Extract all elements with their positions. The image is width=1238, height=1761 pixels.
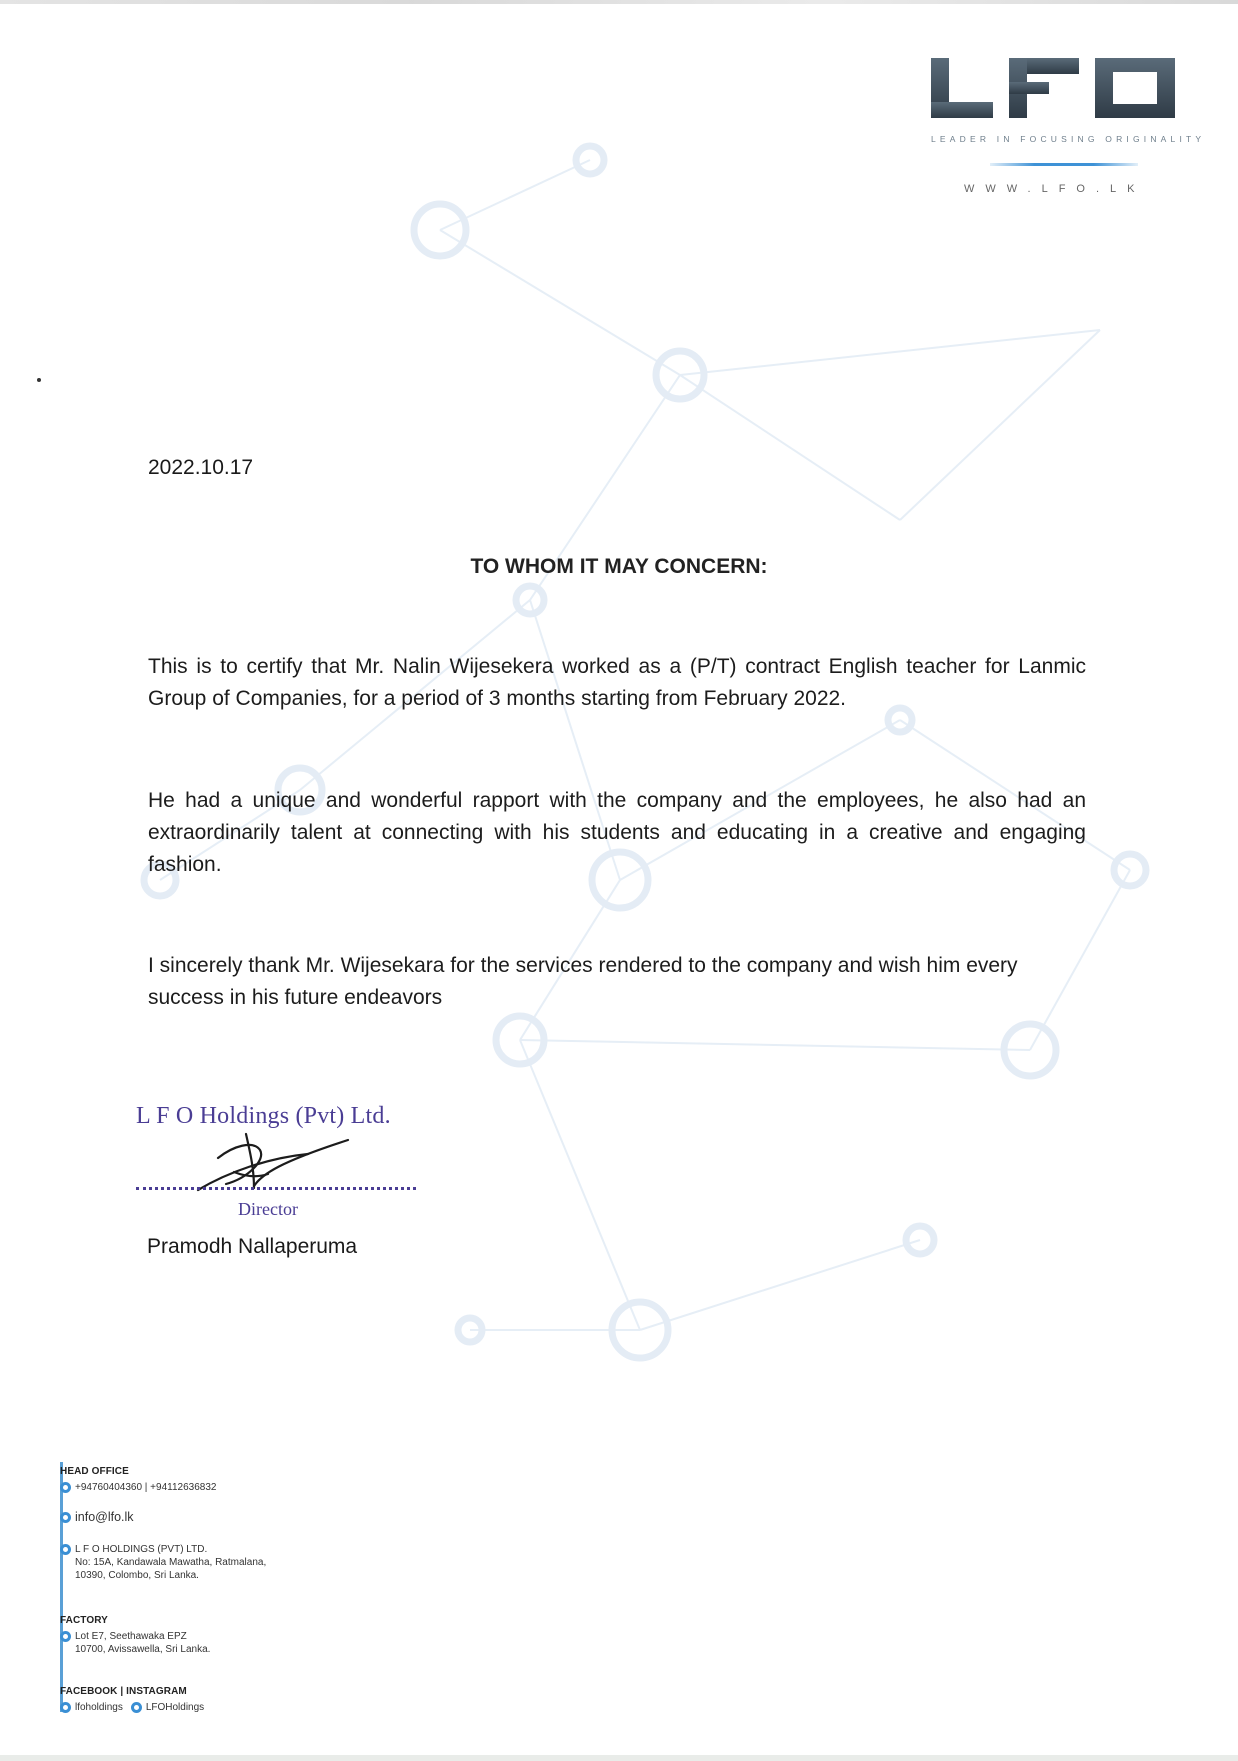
stamp-company-name: L F O Holdings (Pvt) Ltd. bbox=[136, 1103, 391, 1129]
scan-speck bbox=[37, 378, 41, 382]
lfo-logo bbox=[925, 52, 1185, 124]
facebook-icon bbox=[131, 1702, 142, 1713]
tagline-divider bbox=[990, 163, 1138, 166]
footer-phones: +94760404360 | +94112636832 bbox=[75, 1482, 217, 1493]
instagram-icon bbox=[60, 1702, 71, 1713]
footer-email-row bbox=[60, 1511, 134, 1524]
footer-facebook-handle: LFOHoldings bbox=[145, 1702, 205, 1713]
footer-accent-bar bbox=[60, 1462, 63, 1712]
footer-social-row bbox=[60, 1702, 212, 1713]
footer-factory-line-2: 10700, Avissawella, Sri Lanka. bbox=[75, 1644, 211, 1655]
location-pin-icon bbox=[60, 1544, 71, 1555]
letter-subject: TO WHOM IT MAY CONCERN: bbox=[470, 555, 768, 578]
website-text: WWW.LFO.LK bbox=[964, 183, 1146, 195]
footer-factory-line-1: Lot E7, Seethawaka EPZ bbox=[75, 1631, 187, 1642]
email-icon bbox=[60, 1512, 71, 1523]
lfo-logo-mark bbox=[925, 52, 1181, 124]
signature-dotted-line bbox=[136, 1181, 416, 1190]
footer-address-line-1: L F O HOLDINGS (PVT) LTD. bbox=[75, 1544, 208, 1555]
letter-paragraph-2: He had a unique and wonderful rapport with the company and the employees, he also had an extraordinarily talent at connecting with his students and educating in a creative and engaging fashion. bbox=[148, 789, 1086, 876]
signatory-name: Pramodh Nallaperuma bbox=[147, 1235, 358, 1258]
footer-factory-row bbox=[60, 1630, 210, 1656]
letter-paragraph-1: This is to certify that Mr. Nalin Wijesekera worked as a (P/T) contract English teacher for Lanmic Group of Companies, for a period of 3 months starting from February 2022. bbox=[148, 655, 1086, 710]
stamp-title: Director bbox=[238, 1199, 298, 1219]
logo-tagline: LEADER IN FOCUSING ORIGINALITY bbox=[931, 134, 1206, 144]
footer-head-office-label: HEAD OFFICE bbox=[60, 1466, 129, 1477]
footer-phone-row bbox=[60, 1481, 216, 1494]
letter-paragraph-3: I sincerely thank Mr. Wijesekara for the services rendered to the company and wish him every success in his future endeavors bbox=[148, 954, 1018, 1009]
phone-icon bbox=[60, 1482, 71, 1493]
footer-instagram-handle: lfoholdings bbox=[75, 1702, 123, 1713]
letter-date: 2022.10.17 bbox=[148, 456, 254, 479]
footer-email: info@lfo.lk bbox=[75, 1510, 134, 1524]
footer-address-row bbox=[60, 1543, 266, 1582]
footer-factory-label: FACTORY bbox=[60, 1615, 108, 1626]
scan-edge-bottom bbox=[0, 1755, 1238, 1761]
footer-social-label: FACEBOOK | INSTAGRAM bbox=[60, 1686, 187, 1697]
factory-pin-icon bbox=[60, 1631, 71, 1642]
footer-address-line-2: No: 15A, Kandawala Mawatha, Ratmalana, bbox=[75, 1557, 267, 1568]
footer-address-line-3: 10390, Colombo, Sri Lanka. bbox=[75, 1570, 199, 1581]
